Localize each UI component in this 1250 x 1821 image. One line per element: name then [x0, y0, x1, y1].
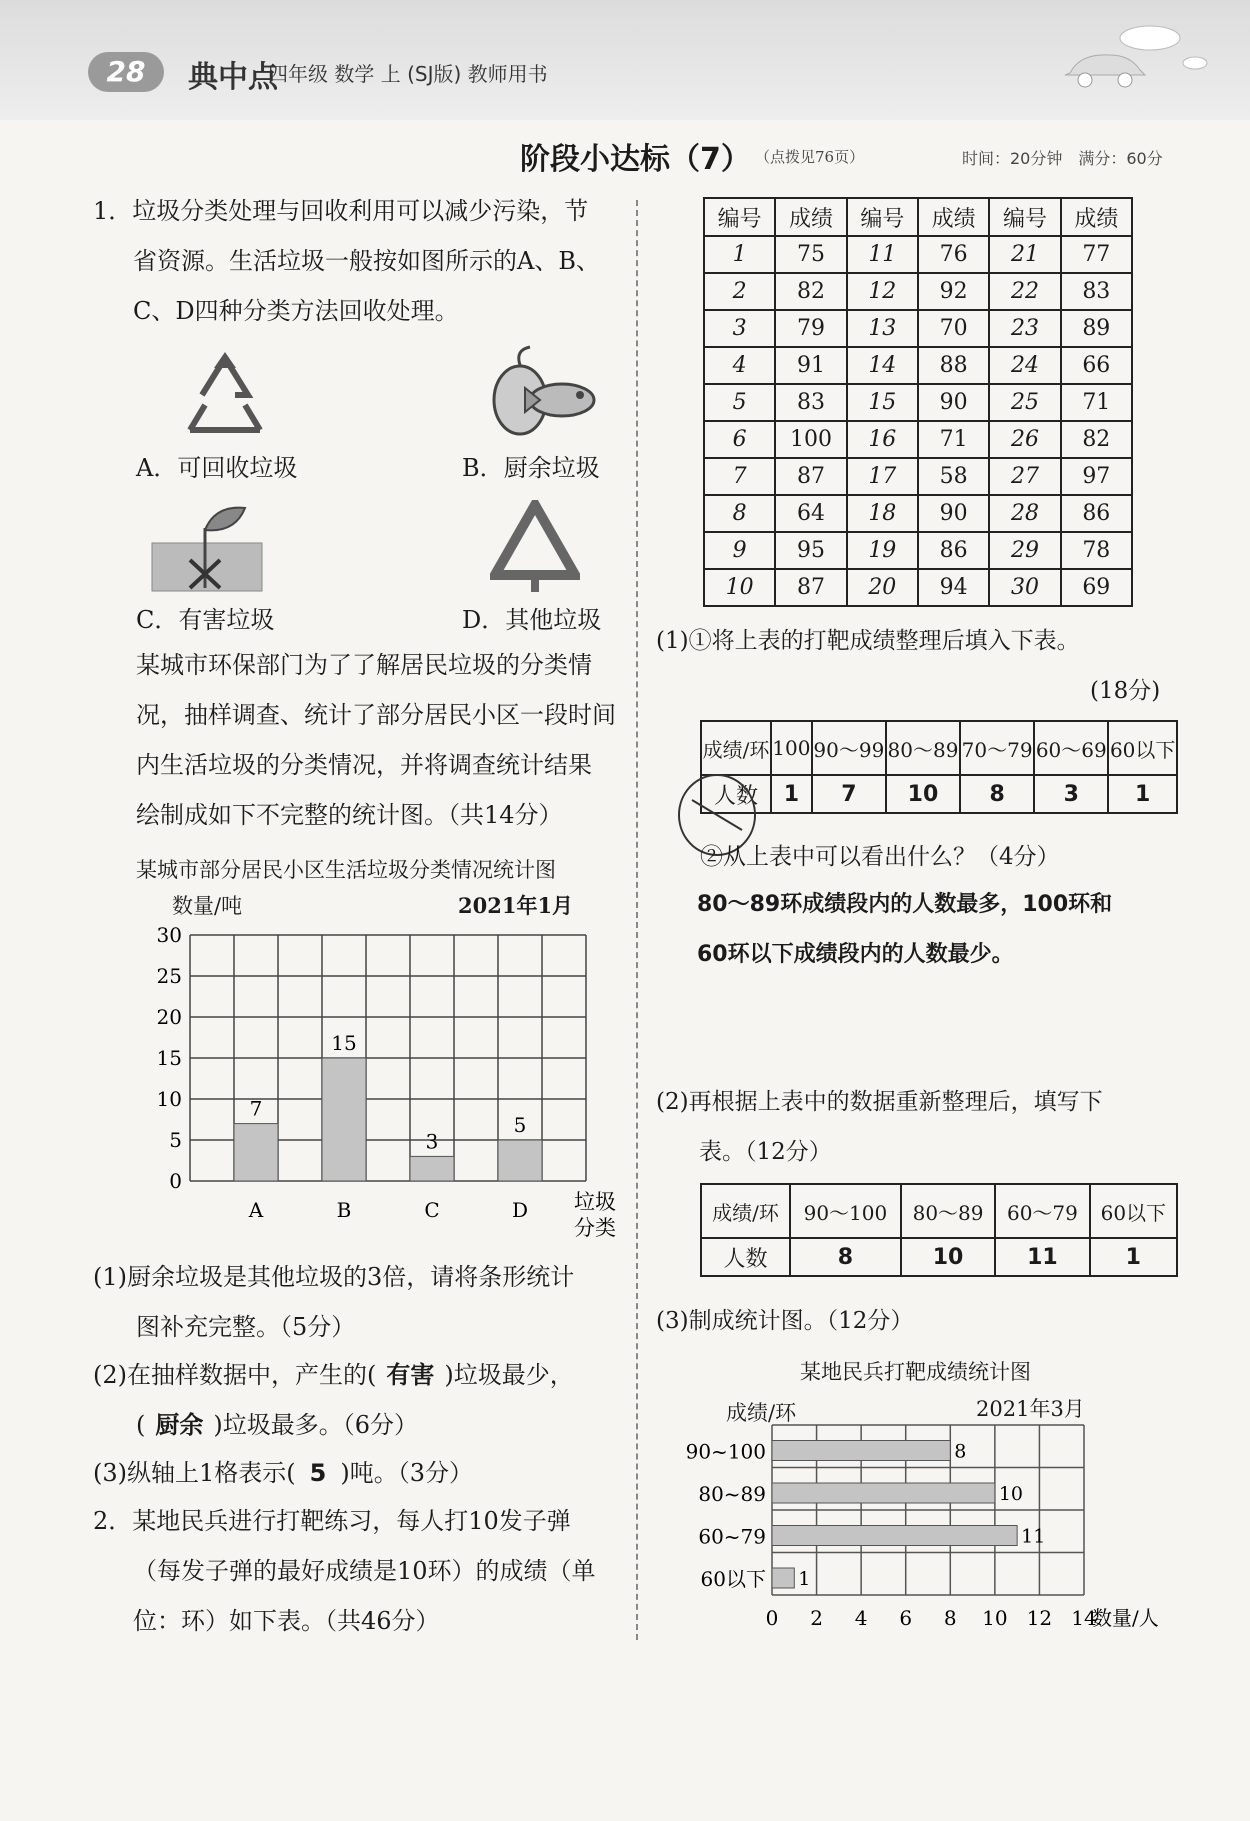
score-table-cell: 22 [989, 273, 1060, 310]
desc-line: 某城市环保部门为了了解居民垃圾的分类情 [136, 651, 592, 679]
score-table-cell: 3 [704, 310, 775, 347]
sub1-line: (1)厨余垃圾是其他垃圾的3倍，请将条形统计 [93, 1263, 575, 1291]
q2-line: （每发子弹的最好成绩是10环）的成绩（单 [133, 1557, 596, 1585]
group-table-row-label: 人数 [701, 1238, 790, 1276]
sub2-text: (2)在抽样数据中，产生的( [93, 1361, 377, 1389]
chart1-date: 2021年1月 [458, 893, 574, 918]
chart2-xtick: 4 [854, 1606, 868, 1630]
score-table-cell: 23 [989, 310, 1060, 347]
score-table-header: 编号 [989, 198, 1060, 236]
group-table-header: 100 [771, 721, 812, 775]
chart2-xtick: 8 [943, 1606, 957, 1630]
score-table-header: 成绩 [775, 198, 846, 236]
time-info: 时间：20分钟 满分：60分 [962, 149, 1163, 168]
score-table-cell: 89 [1061, 310, 1132, 347]
icon-label-d: D．其他垃圾 [462, 606, 602, 634]
score-table-header: 成绩 [918, 198, 989, 236]
chart1-category-label: C [424, 1198, 440, 1222]
regrouped-table [700, 1183, 1178, 1277]
chart1-category-label: A [248, 1198, 264, 1222]
chart1-bar [234, 1124, 278, 1181]
score-table-cell: 70 [918, 310, 989, 347]
chart1-bar [322, 1058, 366, 1181]
chart2-bar [772, 1526, 1017, 1546]
group-table-header: 80～89 [901, 1184, 995, 1238]
table-row [704, 458, 1132, 495]
chart1-bar [498, 1140, 542, 1181]
part1-answer [697, 880, 1112, 980]
sub2-text: )垃圾最少， [444, 1361, 574, 1389]
q2-line: 2．某地民兵进行打靶练习，每人打10发子弹 [93, 1507, 571, 1535]
sub1-line: 图补充完整。（5分） [136, 1313, 356, 1341]
q1-sub2 [93, 1350, 574, 1450]
score-table-header: 成绩 [1061, 198, 1132, 236]
chart2-category-label: 60以下 [700, 1567, 766, 1591]
score-table-cell: 12 [847, 273, 918, 310]
answer-line: 80～89环成绩段内的人数最多，100环和 [697, 892, 1113, 917]
q1-description [136, 640, 616, 840]
brand-logo: 典中点 [188, 60, 278, 95]
chart2-bar-label: 11 [1021, 1525, 1046, 1548]
q1-intro-line: C、D四种分类方法回收处理。 [133, 297, 459, 325]
other-waste-icon [490, 500, 580, 595]
group-table-value: 10 [886, 775, 960, 813]
score-table-cell: 15 [847, 384, 918, 421]
score-table-cell: 29 [989, 532, 1060, 569]
icon-label-a: A．可回收垃圾 [136, 454, 298, 482]
part1-question: (1)①将上表的打靶成绩整理后填入下表。 [656, 628, 1080, 654]
score-table-cell: 82 [775, 273, 846, 310]
score-table-cell: 71 [918, 421, 989, 458]
chart1-ylabel: 数量/吨 [172, 894, 243, 918]
desc-line: 况，抽样调查、统计了部分居民小区一段时间 [136, 701, 616, 729]
score-table-cell: 79 [775, 310, 846, 347]
group-table-header: 成绩/环 [701, 721, 771, 775]
chart2-ylabel: 成绩/环 [726, 1401, 797, 1425]
score-table-cell: 100 [775, 421, 846, 458]
sub3-text: )吨。（3分） [340, 1459, 473, 1487]
q1-intro-line: 省资源。生活垃圾一般按如图所示的A、B、 [133, 247, 600, 275]
score-table-cell: 92 [918, 273, 989, 310]
chart1-category-label: B [336, 1198, 352, 1222]
chart2-xtick: 14 [1071, 1606, 1097, 1630]
chart1-ytick: 20 [156, 1005, 182, 1029]
table-row [704, 236, 1132, 273]
score-table-cell: 71 [1061, 384, 1132, 421]
score-table [703, 197, 1133, 607]
score-table-cell: 83 [1061, 273, 1132, 310]
chart2-xtick: 6 [899, 1606, 913, 1630]
group-table-header: 90～100 [790, 1184, 901, 1238]
chart2-title: 某地民兵打靶成绩统计图 [800, 1360, 1031, 1384]
score-table-cell: 86 [1061, 495, 1132, 532]
group-table-value: 8 [790, 1238, 901, 1276]
q1-sub3 [93, 1448, 473, 1498]
chart2-plot [680, 1415, 1200, 1645]
group-table-value: 10 [901, 1238, 995, 1276]
sub3-text: (3)纵轴上1格表示( [93, 1459, 296, 1487]
q2-line: 位：环）如下表。（共46分） [133, 1607, 440, 1635]
chart2-category-label: 60~79 [698, 1524, 766, 1549]
icon-label-c: C．有害垃圾 [136, 606, 275, 634]
chart2-category-label: 80~89 [698, 1482, 766, 1506]
score-table-cell: 86 [918, 532, 989, 569]
chart1-ytick: 15 [156, 1046, 182, 1070]
score-table-cell: 9 [704, 532, 775, 569]
sub2-answer-1: 有害 [386, 1361, 435, 1389]
chart2-category-label: 90~100 [685, 1439, 766, 1464]
group-table-header: 60以下 [1108, 721, 1177, 775]
chart2-bar [772, 1441, 950, 1461]
chart2-xtick: 2 [810, 1606, 823, 1630]
sub3-answer: 5 [309, 1459, 327, 1487]
score-table-cell: 6 [704, 421, 775, 458]
q1-sub1 [93, 1252, 574, 1352]
score-table-cell: 88 [918, 347, 989, 384]
answer-line: 60环以下成绩段内的人数最少。 [697, 942, 1014, 967]
score-table-cell: 64 [775, 495, 846, 532]
score-table-cell: 16 [847, 421, 918, 458]
chart2-xtick: 10 [982, 1606, 1008, 1630]
score-table-cell: 83 [775, 384, 846, 421]
score-table-cell: 5 [704, 384, 775, 421]
chart2-xlabel: 数量/人 [1092, 1606, 1159, 1630]
group-table-header: 60以下 [1090, 1184, 1177, 1238]
score-table-cell: 76 [918, 236, 989, 273]
chart2-xtick: 0 [765, 1606, 779, 1630]
score-table-cell: 90 [918, 384, 989, 421]
chart1-bar [410, 1156, 454, 1181]
score-table-cell: 20 [847, 569, 918, 606]
table-row [704, 347, 1132, 384]
part2-question [656, 1077, 1103, 1177]
group-table-header: 60～69 [1034, 721, 1108, 775]
group-table-header: 60～79 [995, 1184, 1089, 1238]
score-table-cell: 13 [847, 310, 918, 347]
chart1-ytick: 25 [156, 964, 182, 988]
score-table-cell: 97 [1061, 458, 1132, 495]
q1-intro-line: 1．垃圾分类处理与回收利用可以减少污染，节 [93, 197, 589, 225]
chart1-ytick: 10 [156, 1087, 182, 1111]
chart1-ytick: 5 [169, 1128, 182, 1152]
group-table-header: 成绩/环 [701, 1184, 790, 1238]
table-row [704, 310, 1132, 347]
part2-line: 表。（12分） [699, 1139, 832, 1165]
column-divider [636, 200, 638, 1640]
score-table-cell: 27 [989, 458, 1060, 495]
sub2-answer-2: 厨余 [155, 1411, 204, 1439]
sub2-text: ( [136, 1411, 146, 1439]
chart1-bar-label: 3 [425, 1129, 439, 1154]
hazard-icon [150, 498, 270, 598]
recycle-icon [170, 350, 280, 440]
score-table-cell: 8 [704, 495, 775, 532]
score-table-cell: 7 [704, 458, 775, 495]
group-table-value: 3 [1034, 775, 1108, 813]
icon-label-b: B．厨余垃圾 [462, 454, 600, 482]
food-waste-icon [480, 345, 600, 445]
group-table-value: 1 [1108, 775, 1177, 813]
page-hint: （点拨见76页） [755, 148, 865, 166]
group-table-value: 7 [812, 775, 886, 813]
score-table-cell: 14 [847, 347, 918, 384]
score-table-cell: 28 [989, 495, 1060, 532]
chart1-xlabel: 垃圾 [574, 1190, 616, 1214]
score-table-cell: 58 [918, 458, 989, 495]
score-table-cell: 78 [1061, 532, 1132, 569]
score-table-header: 编号 [704, 198, 775, 236]
group-table-value: 11 [995, 1238, 1089, 1276]
page-title: 阶段小达标（7） [520, 142, 751, 177]
book-info: 四年级 数学 上 (SJ版) 教师用书 [268, 62, 548, 86]
table-row [704, 273, 1132, 310]
score-table-cell: 4 [704, 347, 775, 384]
part1-score: (18分) [1090, 678, 1161, 704]
group-table-header: 80～89 [886, 721, 960, 775]
chart2-bar-label: 8 [954, 1440, 967, 1463]
score-table-cell: 69 [1061, 569, 1132, 606]
score-table-cell: 18 [847, 495, 918, 532]
table-row [704, 384, 1132, 421]
chart2-date: 2021年3月 [976, 1397, 1085, 1421]
score-table-cell: 11 [847, 236, 918, 273]
table-row [704, 532, 1132, 569]
chart2-xtick: 12 [1026, 1606, 1053, 1630]
score-table-cell: 25 [989, 384, 1060, 421]
score-table-cell: 30 [989, 569, 1060, 606]
score-table-cell: 77 [1061, 236, 1132, 273]
score-table-cell: 21 [989, 236, 1060, 273]
chart2-bar [772, 1483, 995, 1503]
score-table-header: 编号 [847, 198, 918, 236]
chart1-bar-label: 7 [249, 1096, 263, 1121]
chart1-category-label: D [511, 1198, 529, 1222]
score-table-cell: 94 [918, 569, 989, 606]
part2-line: (2)再根据上表中的数据重新整理后，填写下 [656, 1089, 1103, 1115]
score-table-cell: 66 [1061, 347, 1132, 384]
part1-question-2: ②从上表中可以看出什么？（4分） [700, 844, 1060, 870]
table-row [704, 495, 1132, 532]
group-table-row-label: 人数 [701, 775, 771, 813]
chart1-ytick: 0 [169, 1169, 182, 1193]
group-table-value: 1 [771, 775, 812, 813]
score-table-cell: 2 [704, 273, 775, 310]
part3-question: (3)制成统计图。（12分） [656, 1308, 914, 1334]
chart2-bar-label: 10 [998, 1483, 1024, 1505]
chart1-bar-label: 5 [513, 1113, 527, 1137]
chart1-bar-label: 15 [331, 1031, 357, 1055]
score-table-cell: 17 [847, 458, 918, 495]
desc-line: 绘制成如下不完整的统计图。（共14分） [136, 801, 563, 829]
score-table-cell: 95 [775, 532, 846, 569]
cloud-car-decoration-icon [1050, 18, 1210, 98]
chart2-bar [772, 1568, 794, 1588]
chart1-title: 某城市部分居民小区生活垃圾分类情况统计图 [136, 858, 556, 882]
chart1-plot [150, 925, 620, 1245]
q2-intro [93, 1496, 596, 1646]
score-table-cell: 75 [775, 236, 846, 273]
group-table-value: 1 [1090, 1238, 1177, 1276]
sub2-text: )垃圾最多。（6分） [213, 1411, 419, 1439]
score-table-cell: 10 [704, 569, 775, 606]
chart1-ytick: 30 [156, 925, 182, 947]
group-table-header: 90～99 [812, 721, 886, 775]
q1-intro [93, 186, 600, 336]
page-number-badge: 28 [88, 52, 164, 92]
desc-line: 内生活垃圾的分类情况，并将调查统计结果 [136, 751, 592, 779]
score-table-cell: 24 [989, 347, 1060, 384]
chart1-xlabel: 分类 [574, 1216, 616, 1240]
score-table-cell: 90 [918, 495, 989, 532]
score-table-cell: 19 [847, 532, 918, 569]
score-table-cell: 1 [704, 236, 775, 273]
table-row [704, 421, 1132, 458]
group-table-value: 8 [960, 775, 1034, 813]
grouped-table [700, 720, 1178, 814]
score-table-cell: 87 [775, 569, 846, 606]
score-table-cell: 82 [1061, 421, 1132, 458]
table-row [704, 569, 1132, 606]
score-table-cell: 91 [775, 347, 846, 384]
score-table-cell: 26 [989, 421, 1060, 458]
score-table-cell: 87 [775, 458, 846, 495]
chart2-bar-label: 1 [798, 1568, 811, 1590]
group-table-header: 70～79 [960, 721, 1034, 775]
